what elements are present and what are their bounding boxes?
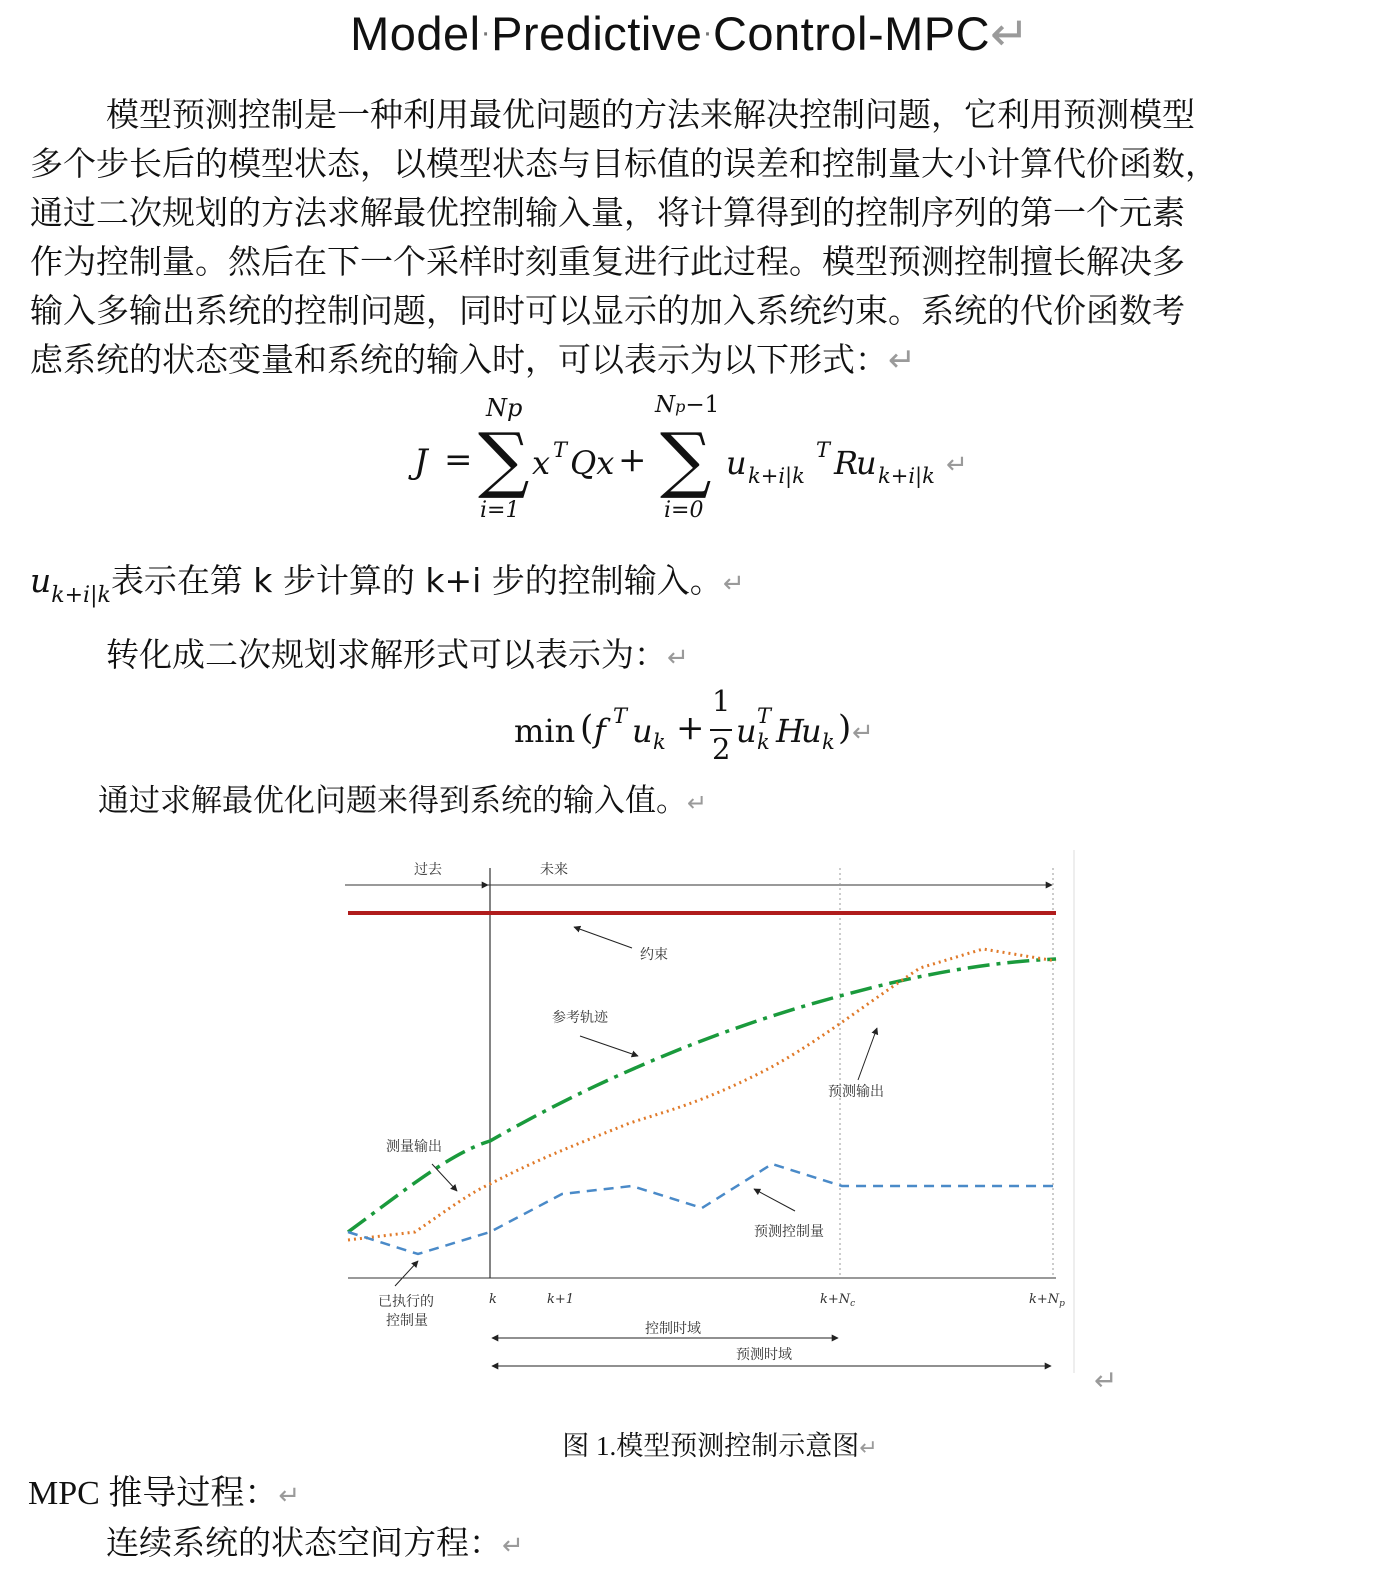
paragraph-mark-icon: ↵ xyxy=(722,569,745,599)
predicted-output xyxy=(348,949,1056,1240)
paragraph-mark-icon: ↵ xyxy=(946,450,968,480)
document-title: Model·Predictive·Control-MPC↵ xyxy=(350,7,1030,62)
state-space-intro: 连续系统的状态空间方程：↵ xyxy=(106,1523,524,1562)
measured-output-pointer xyxy=(432,1164,457,1191)
mpc-derivation-heading: MPC 推导过程：↵ xyxy=(28,1475,301,1512)
paragraph-mark-icon: ↵ xyxy=(502,1531,524,1561)
label-predicted-control: 预测控制量 xyxy=(754,1224,824,1240)
paragraph-mark-icon: ↵ xyxy=(667,643,689,673)
label-predicted-output: 预测输出 xyxy=(828,1084,884,1100)
paragraph-mark-icon: ↵ xyxy=(1094,1364,1118,1397)
figure-caption: 图 1.模型预测控制示意图↵ xyxy=(562,1431,878,1461)
reference-pointer xyxy=(580,1036,638,1056)
paragraph-mark-icon: ↵ xyxy=(852,718,874,748)
label-control-horizon: 控制时域 xyxy=(645,1321,701,1337)
predicted-control xyxy=(348,1164,1056,1254)
tick-k: k xyxy=(489,1292,497,1307)
u-definition-line: $u_{k+i|k}$表示在第 k 步计算的 k+i 步的控制输入。↵ xyxy=(30,561,745,608)
label-measured-output: 测量输出 xyxy=(386,1139,442,1155)
label-constraint: 约束 xyxy=(640,947,668,963)
label-past: 过去 xyxy=(414,862,442,878)
cost-function-equation: J = Np ∑ i=1 x T Qx + Np−1 ∑ i=0 u k+i|k T R u k+i|k ↵ xyxy=(414,392,968,523)
tick-k-plus-nc: $k+N_c$ xyxy=(820,1292,856,1309)
reference-trajectory xyxy=(348,959,1056,1232)
paragraph-mark-icon: ↵ xyxy=(859,1436,878,1461)
summation-icon: ∑ xyxy=(660,417,712,501)
qp-equation: min ( f T u k + 1 2 u T k H u k ) ↵ xyxy=(514,684,874,766)
predicted-output-pointer xyxy=(858,1028,877,1080)
tick-k-plus-1: k+1 xyxy=(547,1292,575,1307)
paragraph-mark-icon: ↵ xyxy=(990,7,1030,62)
label-executed-control-line2: 控制量 xyxy=(386,1313,428,1329)
intro-paragraph: 模型预测控制是一种利用最优问题的方法来解决控制问题，它利用预测模型 多个步长后的模型状态，以模型状态与目标值的误差和控制量大小计算代价函数， 通过二次规划的方法求解最优控制输入量，将计算得到的控制序列的第一个元素 作为控制量。然后在下一个采样时刻重复进行此过程。模型预测控制擅长解决多 输入多输出系统的控制问题，同时可以显示的加入系统约束。系统的代价函数考 虑系统的状态变量和系统的输入时，可以表示为以下形式：↵ xyxy=(30,95,1218,379)
fraction-bar xyxy=(710,729,732,731)
label-future: 未来 xyxy=(540,862,568,878)
qp-intro-line: 转化成二次规划求解形式可以表示为：↵ xyxy=(106,635,689,674)
label-executed-control-line1: 已执行的 xyxy=(378,1294,434,1310)
label-reference: 参考轨迹 xyxy=(552,1010,608,1026)
tick-k-plus-np: $k+N_p$ xyxy=(1029,1292,1065,1309)
solve-text-line: 通过求解最优化问题来得到系统的输入值。↵ xyxy=(98,783,708,819)
predicted-control-pointer xyxy=(754,1189,795,1211)
paragraph-mark-icon: ↵ xyxy=(888,340,916,379)
executed-control-pointer xyxy=(395,1261,418,1286)
summation-icon: ∑ xyxy=(478,417,530,501)
mpc-diagram xyxy=(340,848,1130,1408)
paragraph-mark-icon: ↵ xyxy=(278,1481,301,1511)
constraint-pointer xyxy=(574,927,632,948)
label-prediction-horizon: 预测时域 xyxy=(736,1347,792,1363)
paragraph-mark-icon: ↵ xyxy=(687,789,708,817)
